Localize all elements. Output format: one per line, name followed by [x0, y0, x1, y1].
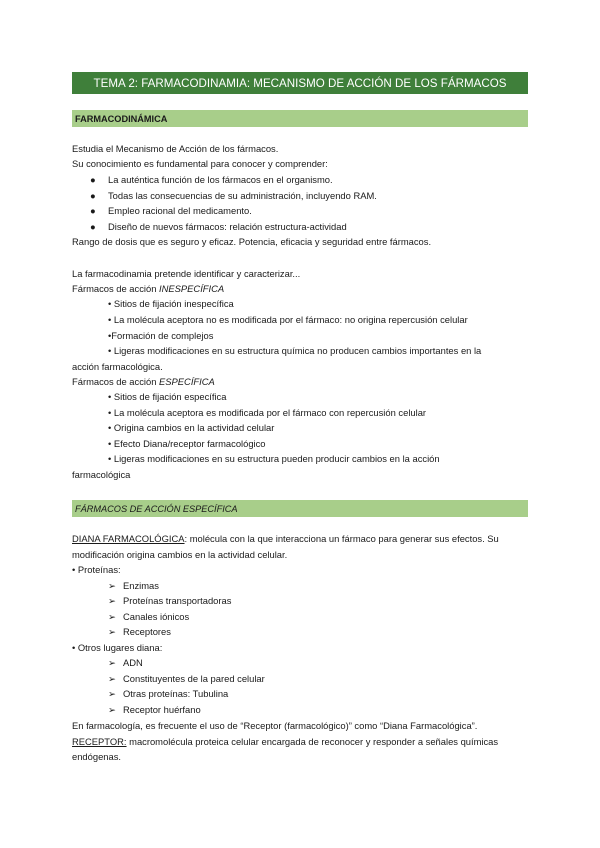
receptor-definition: RECEPTOR: macromolécula proteica celular encargada de reconocer y responder a señales químicas — [72, 736, 499, 747]
list-item: Canales iónicos — [123, 611, 190, 622]
list-item: •Formación de complejos — [108, 330, 214, 341]
list-item: Diseño de nuevos fármacos: relación estructura-actividad — [108, 221, 347, 232]
bullet-dot: ● — [90, 190, 96, 201]
list-item: Todas las consecuencias de su administración, incluyendo RAM. — [108, 190, 377, 201]
arrow-bullet-icon: ➢ — [108, 704, 116, 715]
list-item: • Efecto Diana/receptor farmacológico — [108, 438, 266, 449]
list-item: • Ligeras modificaciones en su estructura pueden producir cambios en la acción — [108, 453, 440, 464]
section-heading-text: FÁRMACOS DE ACCIÓN ESPECÍFICA — [75, 503, 238, 514]
paragraph-line: endógenas. — [72, 751, 122, 762]
list-item: • La molécula aceptora no es modificada por el fármaco: no origina repercusión celular — [108, 314, 468, 325]
list-item: Otras proteínas: Tubulina — [123, 688, 229, 699]
list-item: Enzimas — [123, 580, 159, 591]
list-item: • La molécula aceptora es modificada por el fármaco con repercusión celular — [108, 407, 427, 418]
page-title-text: TEMA 2: FARMACODINAMIA: MECANISMO DE ACCIÓN DE LOS FÁRMACOS — [93, 76, 507, 90]
paragraph-line: En farmacología, es frecuente el uso de “Receptor (farmacológico)” como “Diana Farmacológica”. — [72, 720, 478, 731]
intro-line: Estudia el Mecanismo de Acción de los fármacos. — [72, 143, 279, 154]
list-item: ADN — [123, 657, 143, 668]
arrow-bullet-icon: ➢ — [108, 580, 116, 591]
paragraph-line: Rango de dosis que es seguro y eficaz. Potencia, eficacia y seguridad entre fármacos. — [72, 236, 432, 247]
list-item: • Origina cambios en la actividad celular — [108, 422, 275, 433]
arrow-bullet-icon: ➢ — [108, 611, 116, 622]
arrow-bullet-icon: ➢ — [108, 688, 116, 699]
arrow-bullet-icon: ➢ — [108, 673, 116, 684]
list-item: La auténtica función de los fármacos en el organismo. — [108, 174, 333, 185]
bullet-dot: ● — [90, 221, 96, 232]
arrow-bullet-icon: ➢ — [108, 657, 116, 668]
especifica-label: Fármacos de acción ESPECÍFICA — [72, 376, 215, 387]
bullet-dot: ● — [90, 174, 96, 185]
list-item: • Sitios de fijación inespecífica — [108, 298, 234, 309]
intro-line: Su conocimiento es fundamental para conocer y comprender: — [72, 158, 328, 169]
diana-definition: DIANA FARMACOLÓGICA: molécula con la que interacciona un fármaco para generar sus efectos. Su — [72, 533, 499, 544]
paragraph-line: La farmacodinamia pretende identificar y caracterizar... — [72, 268, 301, 279]
paragraph-line: modificación origina cambios en la actividad celular. — [72, 549, 288, 560]
list-item: • Ligeras modificaciones en su estructura química no producen cambios importantes en la — [108, 345, 482, 356]
inespecifica-label: Fármacos de acción INESPECÍFICA — [72, 283, 225, 294]
arrow-bullet-icon: ➢ — [108, 595, 116, 606]
section-heading-farmacos-especifica — [72, 500, 528, 517]
list-item-cont: farmacológica — [72, 469, 131, 480]
section-heading-text: FARMACODINÁMICA — [75, 113, 168, 124]
arrow-bullet-icon: ➢ — [108, 626, 116, 637]
group-label: • Otros lugares diana: — [72, 642, 163, 653]
list-item: • Sitios de fijación específica — [108, 391, 227, 402]
group-label: • Proteínas: — [72, 564, 121, 575]
list-item: Proteínas transportadoras — [123, 595, 232, 606]
list-item: Empleo racional del medicamento. — [108, 205, 252, 216]
page-title — [72, 72, 528, 94]
list-item: Constituyentes de la pared celular — [123, 673, 265, 684]
list-item: Receptores — [123, 626, 171, 637]
bullet-dot: ● — [90, 205, 96, 216]
list-item: Receptor huérfano — [123, 704, 201, 715]
list-item-cont: acción farmacológica. — [72, 361, 163, 372]
section-heading-farmacodinamica — [72, 110, 528, 127]
